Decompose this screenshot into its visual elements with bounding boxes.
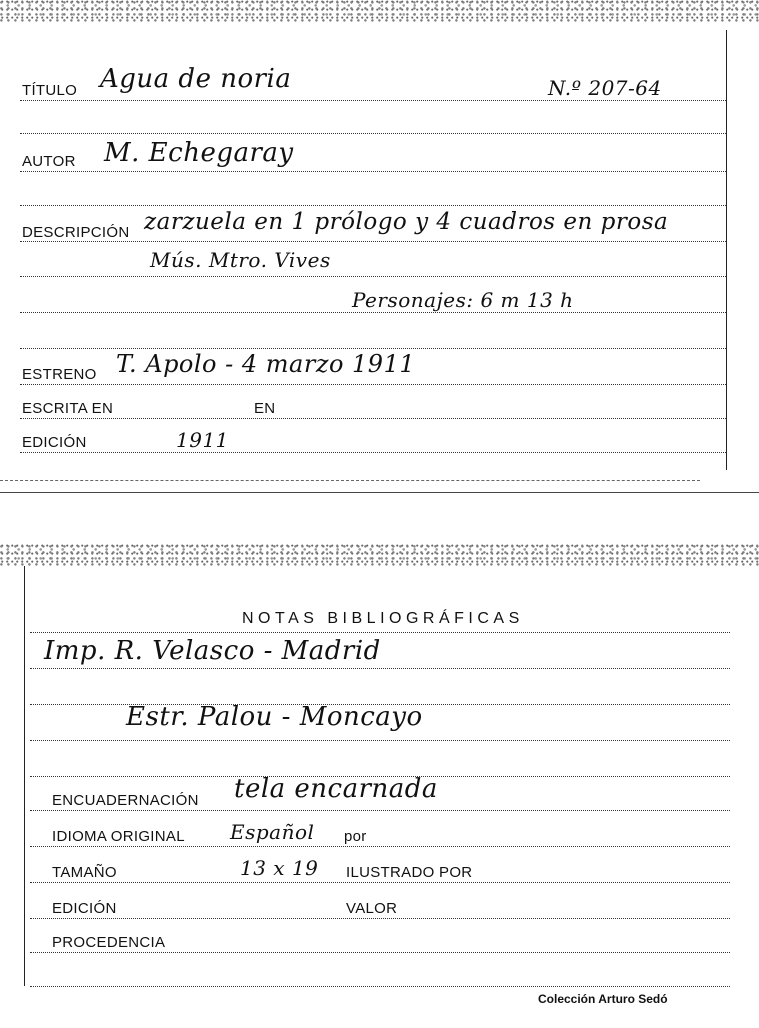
notes-rule bbox=[30, 704, 730, 705]
notes-rule bbox=[30, 740, 730, 741]
blank-rule bbox=[20, 312, 726, 313]
ilustrado-label: ILUSTRADO POR bbox=[346, 864, 473, 881]
notes-rule bbox=[30, 632, 730, 633]
catalog-card-top bbox=[0, 0, 759, 495]
blank-rule bbox=[20, 276, 726, 277]
encuadernacion-rule bbox=[30, 810, 730, 811]
titulo-label: TÍTULO bbox=[22, 82, 78, 99]
estreno-value: T. Apolo - 4 marzo 1911 bbox=[116, 350, 416, 378]
idioma-rule bbox=[30, 846, 730, 847]
catalog-number: N.º 207-64 bbox=[548, 76, 662, 100]
autor-rule bbox=[20, 171, 726, 172]
procedencia-rule bbox=[30, 952, 730, 953]
tamano-rule bbox=[30, 882, 730, 883]
collection-credit: Colección Arturo Sedó bbox=[538, 992, 668, 1006]
edicion-value: 1911 bbox=[176, 428, 229, 452]
card-right-border bbox=[726, 30, 727, 470]
por-label: por bbox=[344, 828, 367, 845]
notes-line1: Imp. R. Velasco - Madrid bbox=[44, 636, 381, 666]
blank-rule bbox=[20, 133, 726, 134]
titulo-value: Agua de noria bbox=[100, 64, 292, 94]
descripcion-line2: Mús. Mtro. Vives bbox=[150, 248, 331, 272]
tamano-label: TAMAÑO bbox=[52, 864, 117, 881]
idioma-label: IDIOMA ORIGINAL bbox=[52, 828, 185, 845]
edicion-rule bbox=[30, 918, 730, 919]
card-separator bbox=[0, 492, 759, 493]
tamano-value: 13 x 19 bbox=[240, 856, 319, 880]
encuadernacion-label: ENCUADERNACIÓN bbox=[52, 792, 199, 809]
descripcion-value: zarzuela en 1 prólogo y 4 cuadros en prosa bbox=[144, 209, 669, 235]
en-label: EN bbox=[254, 400, 276, 417]
descripcion-label: DESCRIPCIÓN bbox=[22, 224, 130, 241]
estreno-rule bbox=[20, 384, 726, 385]
autor-label: AUTOR bbox=[22, 153, 76, 170]
encuadernacion-value: tela encarnada bbox=[234, 774, 438, 804]
estreno-label: ESTRENO bbox=[22, 366, 97, 383]
descripcion-rule bbox=[20, 241, 726, 242]
descripcion-line3: Personajes: 6 m 13 h bbox=[352, 288, 574, 312]
procedencia-label: PROCEDENCIA bbox=[52, 934, 166, 951]
titulo-rule bbox=[20, 100, 726, 101]
autor-value: M. Echegaray bbox=[104, 138, 294, 168]
idioma-value: Español bbox=[230, 820, 315, 844]
edicion-label: EDICIÓN bbox=[22, 434, 87, 451]
card-edge-noise bbox=[0, 544, 759, 566]
escrita-rule bbox=[20, 418, 726, 419]
blank-rule bbox=[20, 205, 726, 206]
valor-label: VALOR bbox=[346, 900, 398, 917]
card-left-border bbox=[24, 566, 25, 986]
card-edge-noise bbox=[0, 0, 759, 22]
escrita-label: ESCRITA EN bbox=[22, 400, 114, 417]
edicion-rule bbox=[20, 452, 726, 453]
blank-rule bbox=[20, 348, 726, 349]
edicion-label: EDICIÓN bbox=[52, 900, 117, 917]
notes-line2: Estr. Palou - Moncayo bbox=[126, 702, 423, 732]
card-bottom-edge bbox=[0, 480, 700, 481]
notes-rule bbox=[30, 668, 730, 669]
blank-rule bbox=[30, 986, 730, 987]
notas-heading: NOTAS BIBLIOGRÁFICAS bbox=[242, 610, 524, 627]
catalog-card-bottom bbox=[0, 540, 759, 1028]
